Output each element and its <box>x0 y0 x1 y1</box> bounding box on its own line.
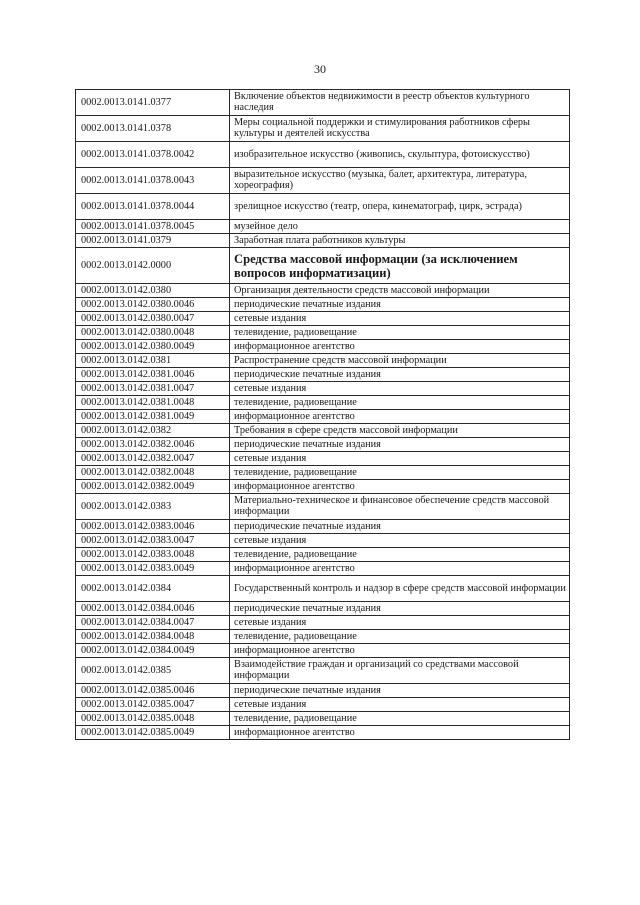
row-description: периодические печатные издания <box>230 602 570 616</box>
row-description: сетевые издания <box>230 616 570 630</box>
row-code: 0002.0013.0141.0377 <box>76 90 230 116</box>
row-code: 0002.0013.0142.0382.0047 <box>76 452 230 466</box>
table-row <box>76 354 570 368</box>
table-row <box>76 382 570 396</box>
row-description: телевидение, радиовещание <box>230 548 570 562</box>
row-code: 0002.0013.0142.0381.0049 <box>76 410 230 424</box>
table-row <box>76 630 570 644</box>
table-row <box>76 452 570 466</box>
table-row <box>76 90 570 116</box>
table-row <box>76 712 570 726</box>
row-description: периодические печатные издания <box>230 684 570 698</box>
table-row <box>76 116 570 142</box>
row-code: 0002.0013.0142.0385.0049 <box>76 726 230 740</box>
table-row <box>76 602 570 616</box>
row-code: 0002.0013.0142.0381.0047 <box>76 382 230 396</box>
row-description: телевидение, радиовещание <box>230 466 570 480</box>
row-description: телевидение, радиовещание <box>230 326 570 340</box>
row-description: информационное агентство <box>230 340 570 354</box>
row-code: 0002.0013.0142.0380.0047 <box>76 312 230 326</box>
row-description: информационное агентство <box>230 644 570 658</box>
table-row <box>76 396 570 410</box>
row-code: 0002.0013.0142.0385.0047 <box>76 698 230 712</box>
table-row <box>76 168 570 194</box>
row-code: 0002.0013.0142.0384.0046 <box>76 602 230 616</box>
row-description: периодические печатные издания <box>230 438 570 452</box>
row-code: 0002.0013.0142.0382.0049 <box>76 480 230 494</box>
row-code: 0002.0013.0142.0383.0047 <box>76 534 230 548</box>
row-code: 0002.0013.0142.0381 <box>76 354 230 368</box>
table-row <box>76 326 570 340</box>
row-code: 0002.0013.0142.0381.0046 <box>76 368 230 382</box>
row-description: телевидение, радиовещание <box>230 396 570 410</box>
row-description: зрелищное искусство (театр, опера, кинематограф, цирк, эстрада) <box>230 194 570 220</box>
section-heading: Средства массовой информации (за исключением вопросов информатизации) <box>230 248 570 284</box>
table-row <box>76 644 570 658</box>
row-description: информационное агентство <box>230 480 570 494</box>
row-description: Распространение средств массовой информации <box>230 354 570 368</box>
row-code: 0002.0013.0142.0382.0048 <box>76 466 230 480</box>
row-description: информационное агентство <box>230 562 570 576</box>
row-code: 0002.0013.0142.0383.0048 <box>76 548 230 562</box>
row-description: выразительное искусство (музыка, балет, архитектура, литература, хореография) <box>230 168 570 194</box>
row-code: 0002.0013.0142.0383 <box>76 494 230 520</box>
row-description: информационное агентство <box>230 726 570 740</box>
table-row <box>76 340 570 354</box>
table-row <box>76 548 570 562</box>
row-description: сетевые издания <box>230 382 570 396</box>
table-row <box>76 616 570 630</box>
row-code: 0002.0013.0141.0379 <box>76 234 230 248</box>
row-code: 0002.0013.0141.0378.0045 <box>76 220 230 234</box>
row-description: сетевые издания <box>230 452 570 466</box>
table-row <box>76 298 570 312</box>
row-description: сетевые издания <box>230 698 570 712</box>
row-code: 0002.0013.0142.0385.0046 <box>76 684 230 698</box>
row-code: 0002.0013.0141.0378.0042 <box>76 142 230 168</box>
table-row <box>76 684 570 698</box>
row-code: 0002.0013.0142.0384.0049 <box>76 644 230 658</box>
row-description: Меры социальной поддержки и стимулирования работников сферы культуры и деятелей искусства <box>230 116 570 142</box>
table-row <box>76 562 570 576</box>
table-row <box>76 284 570 298</box>
table-row <box>76 466 570 480</box>
table-row <box>76 424 570 438</box>
row-description: сетевые издания <box>230 534 570 548</box>
classifier-table <box>75 89 570 740</box>
table-row <box>76 220 570 234</box>
table-row <box>76 234 570 248</box>
table-row <box>76 726 570 740</box>
table-row <box>76 480 570 494</box>
row-code: 0002.0013.0141.0378.0044 <box>76 194 230 220</box>
row-code: 0002.0013.0142.0384 <box>76 576 230 602</box>
row-code: 0002.0013.0141.0378.0043 <box>76 168 230 194</box>
row-description: музейное дело <box>230 220 570 234</box>
table-row <box>76 658 570 684</box>
row-description: сетевые издания <box>230 312 570 326</box>
row-description: Требования в сфере средств массовой информации <box>230 424 570 438</box>
page-number: 30 <box>314 62 326 76</box>
row-description: изобразительное искусство (живопись, скульптура, фотоискусство) <box>230 142 570 168</box>
table-row <box>76 410 570 424</box>
table-row-section <box>76 248 570 284</box>
table-row <box>76 698 570 712</box>
row-code: 0002.0013.0142.0380.0048 <box>76 326 230 340</box>
row-description: Государственный контроль и надзор в сфере средств массовой информации <box>230 576 570 602</box>
table-row <box>76 576 570 602</box>
table-row <box>76 494 570 520</box>
row-code: 0002.0013.0142.0380.0049 <box>76 340 230 354</box>
row-description: информационное агентство <box>230 410 570 424</box>
table-row <box>76 368 570 382</box>
row-code: 0002.0013.0142.0385 <box>76 658 230 684</box>
row-code: 0002.0013.0142.0382 <box>76 424 230 438</box>
row-description: периодические печатные издания <box>230 520 570 534</box>
row-code: 0002.0013.0142.0380 <box>76 284 230 298</box>
table-row <box>76 438 570 452</box>
row-description: Заработная плата работников культуры <box>230 234 570 248</box>
row-description: Взаимодействие граждан и организаций со средствами массовой информации <box>230 658 570 684</box>
row-code: 0002.0013.0142.0384.0048 <box>76 630 230 644</box>
row-code: 0002.0013.0142.0000 <box>76 248 230 284</box>
table-row <box>76 312 570 326</box>
row-code: 0002.0013.0142.0385.0048 <box>76 712 230 726</box>
row-description: телевидение, радиовещание <box>230 712 570 726</box>
row-description: периодические печатные издания <box>230 298 570 312</box>
row-code: 0002.0013.0142.0384.0047 <box>76 616 230 630</box>
row-code: 0002.0013.0142.0380.0046 <box>76 298 230 312</box>
row-code: 0002.0013.0142.0382.0046 <box>76 438 230 452</box>
table-row <box>76 520 570 534</box>
table-row <box>76 534 570 548</box>
row-description: периодические печатные издания <box>230 368 570 382</box>
row-code: 0002.0013.0142.0383.0049 <box>76 562 230 576</box>
row-code: 0002.0013.0142.0383.0046 <box>76 520 230 534</box>
row-code: 0002.0013.0141.0378 <box>76 116 230 142</box>
row-description: Включение объектов недвижимости в реестр объектов культурного наследия <box>230 90 570 116</box>
table-row <box>76 194 570 220</box>
row-code: 0002.0013.0142.0381.0048 <box>76 396 230 410</box>
table-row <box>76 142 570 168</box>
row-description: телевидение, радиовещание <box>230 630 570 644</box>
row-description: Материально-техническое и финансовое обеспечение средств массовой информации <box>230 494 570 520</box>
row-description: Организация деятельности средств массовой информации <box>230 284 570 298</box>
